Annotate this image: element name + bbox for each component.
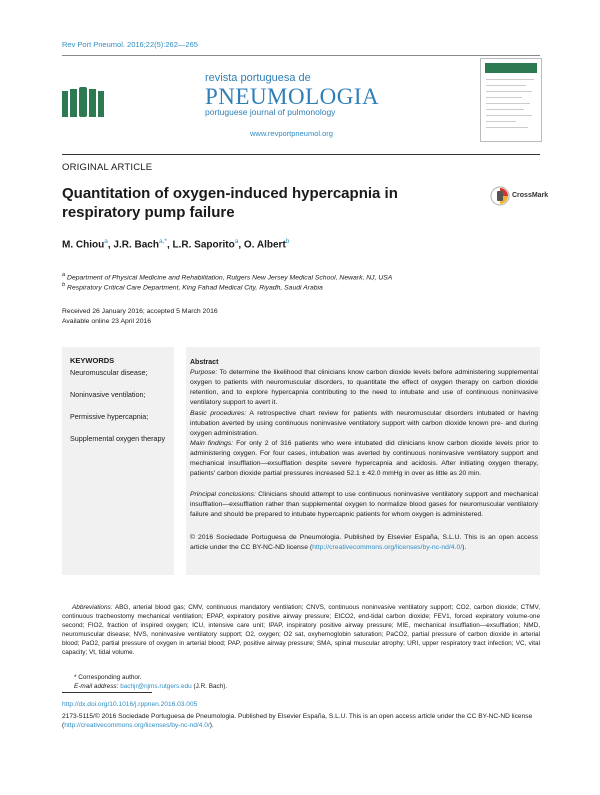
header-divider	[62, 55, 540, 56]
email-note	[62, 682, 552, 691]
affiliation	[62, 272, 392, 281]
issn-end: ).	[209, 722, 214, 729]
abbreviations-label: Abbreviations:	[72, 604, 113, 611]
author-name: M. Chiou	[62, 239, 105, 251]
author-name: O. Albert	[243, 239, 286, 251]
abstract-purpose	[190, 368, 538, 408]
copyright-text: © 2016 Sociedade Portuguesa de Pneumologia. Published by Elsevier España, S.L.U. This is an open access article under the CC BY-NC-ND license (	[190, 534, 538, 551]
journal-logo-icon	[62, 87, 104, 119]
abstract-text: A retrospective chart review for patients with neuromuscular disorders intubated or having intubation averted by using continuous noninvasive ventilatory support with carbon dioxide known pre- and during oxygen administration.	[190, 410, 538, 437]
abstract-findings	[190, 439, 538, 479]
affiliation-marker: a	[62, 272, 66, 278]
affiliation	[62, 282, 323, 291]
corresponding-author-note: * Corresponding author.	[74, 674, 142, 681]
article-title: Quantitation of oxygen-induced hypercapnia in respiratory pump failure	[62, 185, 398, 221]
keyword-item: Supplemental oxygen therapy	[70, 434, 166, 443]
keywords-heading: KEYWORDS	[70, 356, 115, 365]
abstract-label: Main findings:	[190, 440, 234, 447]
email-label: E-mail address:	[74, 683, 119, 690]
issn-text: 2173-5115/© 2016 Sociedade Portuguesa de Pneumologia. Published by Elsevier España, S.L.U. This is an open access article under the CC BY-NC-ND license (	[62, 713, 533, 729]
keyword-item: Neuromuscular disease;	[70, 368, 148, 377]
email-suffix: (J.R. Bach).	[193, 683, 228, 690]
online-date: Available online 23 April 2016	[62, 318, 152, 325]
keyword-item: Permissive hypercapnia;	[70, 412, 149, 421]
author-name: L.R. Saporito	[172, 239, 235, 251]
abstract-text: Clinicians should attempt to use continuous noninvasive ventilatory support and mechanical insufflation—exsufflation rather than supplemental oxygen to normalize blood gases for neuromuscular ventilatory failure and should be prepared to intubate hypercapnic patients for whom oxygen is administered.	[190, 491, 539, 518]
license-link[interactable]: http://creativecommons.org/licenses/by-nc-nd/4.0/	[312, 544, 463, 551]
abstract-copyright	[190, 533, 538, 553]
email-link[interactable]: bachjr@njms.rutgers.edu	[120, 683, 192, 690]
author-affil-marker[interactable]: a,*	[158, 238, 167, 245]
crossmark-label: CrossMark	[512, 192, 549, 199]
author-name: J.R. Bach	[113, 239, 159, 251]
abstract-box	[186, 347, 540, 575]
journal-name-sub: portuguese journal of pulmonology	[205, 107, 336, 117]
issn-copyright	[62, 712, 540, 730]
abstract-heading: Abstract	[190, 359, 219, 366]
abstract-label: Principal conclusions:	[190, 491, 256, 498]
abstract-procedures	[190, 409, 538, 439]
journal-citation: Rev Port Pneumol. 2016;22(5):262—265	[62, 40, 198, 49]
journal-cover-thumbnail	[480, 58, 542, 142]
author-affil-marker[interactable]: a	[104, 238, 108, 245]
author-affil-marker[interactable]: b	[285, 238, 290, 245]
abbreviations-text: ABG, arterial blood gas; CMV, continuous mandatory ventilation; CNVS, continuous noninvasive ventilatory support; CO2, carbon dioxide; CTMV, continuous tracheostomy mechanical ventilation; EPAP, expiratory positive airway pressure; EtCO2, end-tidal carbon dioxide; FEV1, forced expiratory volume-one second; FIO2, fraction of inspired oxygen; ICU, intensive care unit; IPAP, inspiratory positive airway pressure; MIE, mechanical insufflation—exsufflation; NMD, neuromuscular disease; NVS, noninvasive ventilatory support; O2, oxygen; O2 sat, oxyhemoglobin saturation; PaCO2, partial pressure of carbon dioxide in arterial blood; PaO2, partial pressure of oxygen in arterial blood; PAP, positive airway pressure; SMA, spinal muscular atrophy; URI, upper respiratory tract infection; VC, vital capacity; Vt, tidal volume.	[62, 604, 540, 656]
abstract-label: Basic procedures:	[190, 410, 247, 417]
abstract-text: For only 2 of 316 patients who were intubated did clinicians know carbon dioxide levels prior to administering oxygen. For four cases, intubation was averted by continuous noninvasive ventilatory support and mechanical insufflation—exsufflation despite severe hypercapnia and acidosis. After initiating oxygen therapy, patients' carbon dioxide partial pressures increased 52.1 ± 42.0 mmHg in over as little as 20 min.	[190, 440, 539, 477]
affiliation-text: Respiratory Critical Care Department, King Fahad Medical City, Riyadh, Saudi Arabia	[67, 284, 323, 292]
journal-name-top: revista portuguesa de	[205, 72, 311, 84]
abstract-conclusions	[190, 490, 538, 520]
journal-name-main: PNEUMOLOGIA	[205, 84, 380, 109]
section-label: ORIGINAL ARTICLE	[62, 162, 153, 173]
issn-license-link[interactable]: http://creativecommons.org/licenses/by-nc-nd/4.0/	[64, 722, 210, 729]
abbreviations-footnote	[62, 603, 540, 657]
footnote-divider	[62, 692, 152, 693]
affiliation-marker: b	[62, 282, 66, 288]
keyword-item: Noninvasive ventilation;	[70, 390, 146, 399]
section-divider	[62, 154, 540, 155]
abstract-text: To determine the likelihood that clinicians know carbon dioxide levels before administering supplemental oxygen to patients with neuromuscular disorders, to quantitate the effect of oxygen therapy on carbon dioxide retention, and to explore hypercapnia contributing to the need to intubate and use of continuous noninvasive ventilatory support to avert it.	[190, 369, 538, 406]
received-date: Received 26 January 2016; accepted 5 March 2016	[62, 308, 218, 315]
affiliation-text: Department of Physical Medicine and Rehabilitation, Rutgers New Jersey Medical School, Newark, NJ, USA	[67, 274, 393, 282]
author-affil-marker[interactable]: a	[234, 238, 239, 245]
copyright-end: ).	[462, 544, 467, 551]
journal-website-link[interactable]: www.revportpneumol.org	[250, 129, 333, 138]
crossmark-icon	[490, 186, 510, 206]
crossmark-badge[interactable]	[490, 186, 549, 226]
keywords-box	[62, 347, 174, 575]
author-list: M. Chiou$^a$, J.R. Bach$^{a,*}$, L.R. Saporito$^a$, O. Albert$^b$	[62, 238, 290, 251]
abstract-label: Purpose:	[190, 369, 218, 376]
doi-link[interactable]: http://dx.doi.org/10.1016/j.rppnen.2016.03.005	[62, 701, 198, 708]
